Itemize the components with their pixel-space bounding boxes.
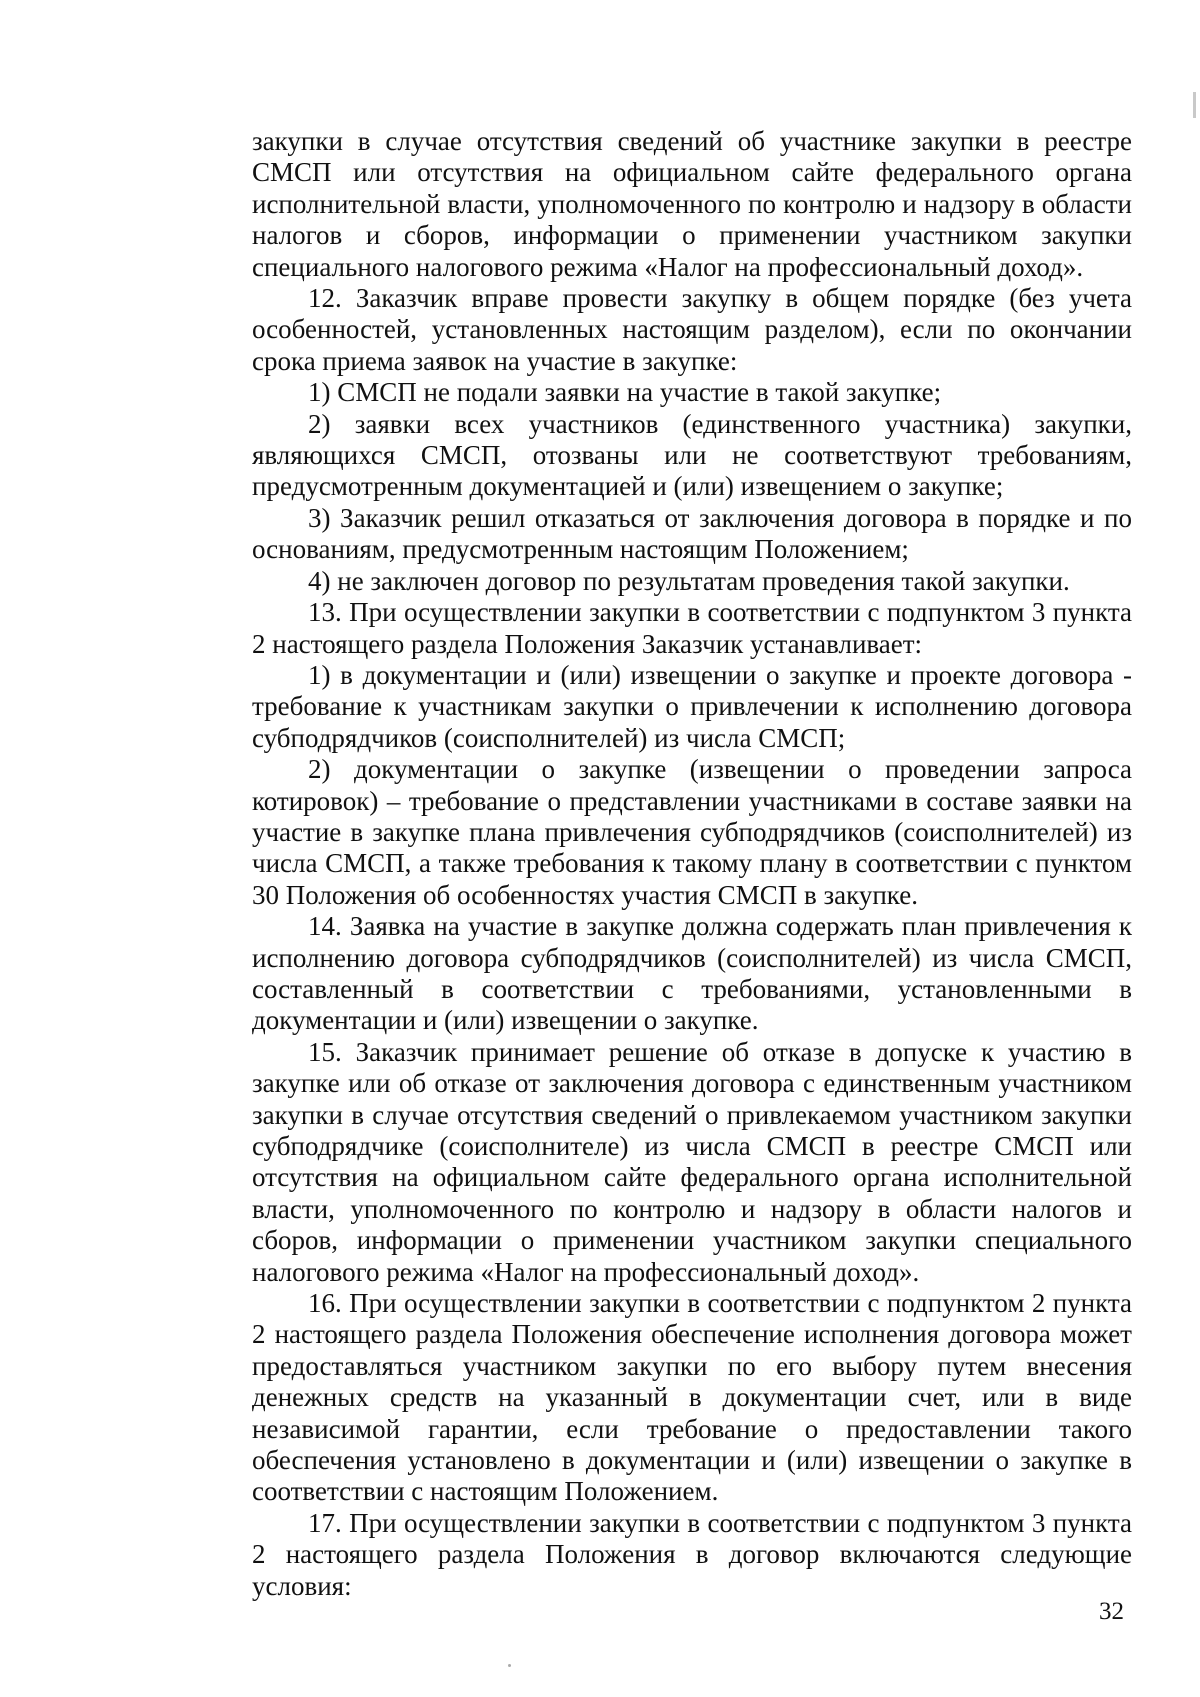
paragraph-continuation: закупки в случае отсутствия сведений об участнике закупки в реестре СМСП или отсутствия на официальном сайте федерального органа исполнительной власти, уполномоченного по контролю и надзору в области налогов и сборов, информации о применении участником закупки специального налогового режима «Налог на профессиональный доход». [252,126,1132,282]
paragraph-13-item-2: 2) документации о закупке (извещении о проведении запроса котировок) – требование о представлении участниками в составе заявки на участие в закупке плана привлечения субподрядчиков (соисполнителей) из числа СМСП, а также требования к такому плану в соответствии с пунктом 30 Положения об особенностях участия СМСП в закупке. [252,754,1132,910]
paragraph-17: 17. При осуществлении закупки в соответствии с подпунктом 3 пункта 2 настоящего раздела Положения в договор включаются следующие условия: [252,1507,1132,1601]
paragraph-16: 16. При осуществлении закупки в соответствии с подпунктом 2 пункта 2 настоящего раздела Положения обеспечение исполнения договора может предоставляться участником закупки по его выбору путем внесения денежных средств на указанный в документации счет, или в виде независимой гарантии, если требование о предоставлении такого обеспечения установлено в документации и (или) извещении о закупке в соответствии с настоящим Положением. [252,1288,1132,1507]
document-body [252,126,1132,1602]
scan-edge-mark [1193,92,1196,118]
paragraph-12-item-4: 4) не заключен договор по результатам проведения такой закупки. [308,565,1070,596]
paragraph-12: 12. Заказчик вправе провести закупку в общем порядке (без учета особенностей, установленных настоящим разделом), если по окончании срока приема заявок на участие в закупке: [252,283,1132,376]
paragraph-15: 15. Заказчик принимает решение об отказе в допуске к участию в закупке или об отказе от заключения договора с единственным участником закупки в случае отсутствия сведений о привлекаемом участником закупки субподрядчике (соисполнителе) из числа СМСП в реестре СМСП или отсутствия на официальном сайте федерального органа исполнительной власти, уполномоченного по контролю и надзору в области налогов и сборов, информации о применении участником закупки специального налогового режима «Налог на профессиональный доход». [252,1036,1132,1287]
paragraph-12-item-2: 2) заявки всех участников (единственного участника) закупки, являющихся СМСП, отозваны или не соответствуют требованиям, предусмотренным документацией и (или) извещением о закупке; [252,408,1132,502]
paragraph-12-item-1: 1) СМСП не подали заявки на участие в такой закупке; [308,377,942,408]
page-number: 32 [1099,1598,1124,1625]
paragraph-13: 13. При осуществлении закупки в соответствии с подпунктом 3 пункта 2 настоящего раздела Положения Заказчик устанавливает: [252,597,1132,659]
scan-dot-mark [508,1664,511,1667]
paragraph-14: 14. Заявка на участие в закупке должна содержать план привлечения к исполнению договора субподрядчиков (соисполнителей) из числа СМСП, составленный в соответствии с требованиями, установленными в документации и (или) извещении о закупке. [252,911,1132,1036]
paragraph-12-item-3: 3) Заказчик решил отказаться от заключения договора в порядке и по основаниям, предусмотренным настоящим Положением; [252,502,1132,565]
paragraph-13-item-1: 1) в документации и (или) извещении о закупке и проекте договора - требование к участникам закупки о привлечении к исполнению договора субподрядчиков (соисполнителей) из числа СМСП; [252,659,1132,753]
